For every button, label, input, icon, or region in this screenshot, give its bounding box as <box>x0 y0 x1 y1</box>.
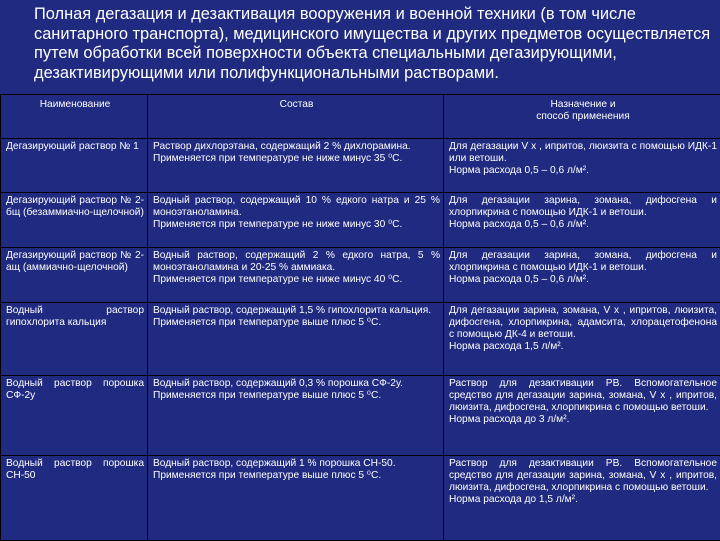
norm-text: Норма расхода 1,5 л/м². <box>449 341 717 353</box>
row-purpose <box>444 139 720 193</box>
header-purpose <box>444 95 720 139</box>
norm-text: Норма расхода до 3 л/м². <box>449 414 717 426</box>
composition-text: Водный раствор, содержащий 1,5 % гипохлорита кальция. <box>153 305 440 317</box>
row-name: Водный раствор порошка СН-50 <box>1 456 148 541</box>
row-composition <box>148 303 444 376</box>
temperature-text: Применяется при температуре не ниже минус 30 ⁰С. <box>153 219 440 231</box>
composition-text: Водный раствор, содержащий 2 % едкого натра, 5 % моноэтаноламина и 20-25 % аммиака. <box>153 250 440 274</box>
row-name: Дегазирующий раствор № 1 <box>1 139 148 193</box>
purpose-text: Для дегазации зарина, зомана, V x , ипритов, люизита, дифосгена, хлорпикрина, адамсита, хлорацетофенона с помощью ДК-4 и ветоши. <box>449 305 717 341</box>
row-purpose <box>444 248 720 303</box>
row-name: Дегазирующий раствор № 2-ащ (аммиачно-щелочной) <box>1 248 148 303</box>
decontamination-table <box>0 94 720 541</box>
purpose-text: Раствор для дезактивации РВ. Вспомогательное средство для дегазации зарина, зомана, V x , ипритов, люизита, дифосгена, хлорпикрина с помощью ветоши. <box>449 378 717 414</box>
header-composition: Состав <box>148 95 444 139</box>
table-header-row <box>1 95 720 139</box>
row-composition <box>148 376 444 456</box>
header-purpose-line2: способ применения <box>449 111 717 123</box>
temperature-text: Применяется при температуре выше плюс 5 ⁰С. <box>153 390 440 402</box>
row-composition <box>148 193 444 248</box>
norm-text: Норма расхода 0,5 – 0,6 л/м². <box>449 219 717 231</box>
purpose-text: Для дегазации зарина, зомана, дифосгена и хлорпикрина с помощью ИДК-1 и ветоши. <box>449 195 717 219</box>
composition-text: Раствор дихлорэтана, содержащий 2 % дихлорамина. <box>153 141 440 153</box>
row-composition <box>148 139 444 193</box>
row-name: Дегазирующий раствор № 2-бщ (безаммиачно-щелочной) <box>1 193 148 248</box>
composition-text: Водный раствор, содержащий 0,3 % порошка СФ-2у. <box>153 378 440 390</box>
temperature-text: Применяется при температуре выше плюс 5 ⁰С. <box>153 470 440 482</box>
purpose-text: Для дегазации зарина, зомана, дифосгена и хлорпикрина с помощью ИДК-1 и ветоши. <box>449 250 717 274</box>
norm-text: Норма расхода 0,5 – 0,6 л/м². <box>449 274 717 286</box>
table-row <box>1 303 720 376</box>
row-purpose <box>444 456 720 541</box>
table-row <box>1 376 720 456</box>
header-purpose-line1: Назначение и <box>449 99 717 111</box>
temperature-text: Применяется при температуре выше плюс 5 ⁰С. <box>153 317 440 329</box>
purpose-text: Для дегазации V x , ипритов, люизита с помощью ИДК-1 или ветоши. <box>449 141 717 165</box>
norm-text: Норма расхода до 1,5 л/м². <box>449 494 717 506</box>
row-purpose <box>444 303 720 376</box>
row-name: Водный раствор гипохлорита кальция <box>1 303 148 376</box>
composition-text: Водный раствор, содержащий 1 % порошка СН-50. <box>153 458 440 470</box>
header-name: Наименование <box>1 95 148 139</box>
row-purpose <box>444 376 720 456</box>
table-row <box>1 456 720 541</box>
row-composition <box>148 248 444 303</box>
table-row <box>1 193 720 248</box>
temperature-text: Применяется при температуре не ниже минус 35 ⁰С. <box>153 153 440 165</box>
temperature-text: Применяется при температуре не ниже минус 40 ⁰С. <box>153 274 440 286</box>
table-row <box>1 248 720 303</box>
row-purpose <box>444 193 720 248</box>
norm-text: Норма расхода 0,5 – 0,6 л/м². <box>449 165 717 177</box>
row-composition <box>148 456 444 541</box>
purpose-text: Раствор для дезактивации РВ. Вспомогательное средство для дегазации зарина, зомана, V x , ипритов, люизита, дифосгена, хлорпикрина с помощью ветоши. <box>449 458 717 494</box>
table-row <box>1 139 720 193</box>
slide-title: Полная дегазация и дезактивация вооружения и военной техники (в том числе санитарного транспорта), медицинского имущества и других предметов осуществляется путем обработки всей поверхности объекта специальными дегазирующими, дезактивирующими или полифункциональными растворами. <box>34 5 714 83</box>
composition-text: Водный раствор, содержащий 10 % едкого натра и 25 % моноэтаноламина. <box>153 195 440 219</box>
row-name: Водный раствор порошка СФ-2у <box>1 376 148 456</box>
